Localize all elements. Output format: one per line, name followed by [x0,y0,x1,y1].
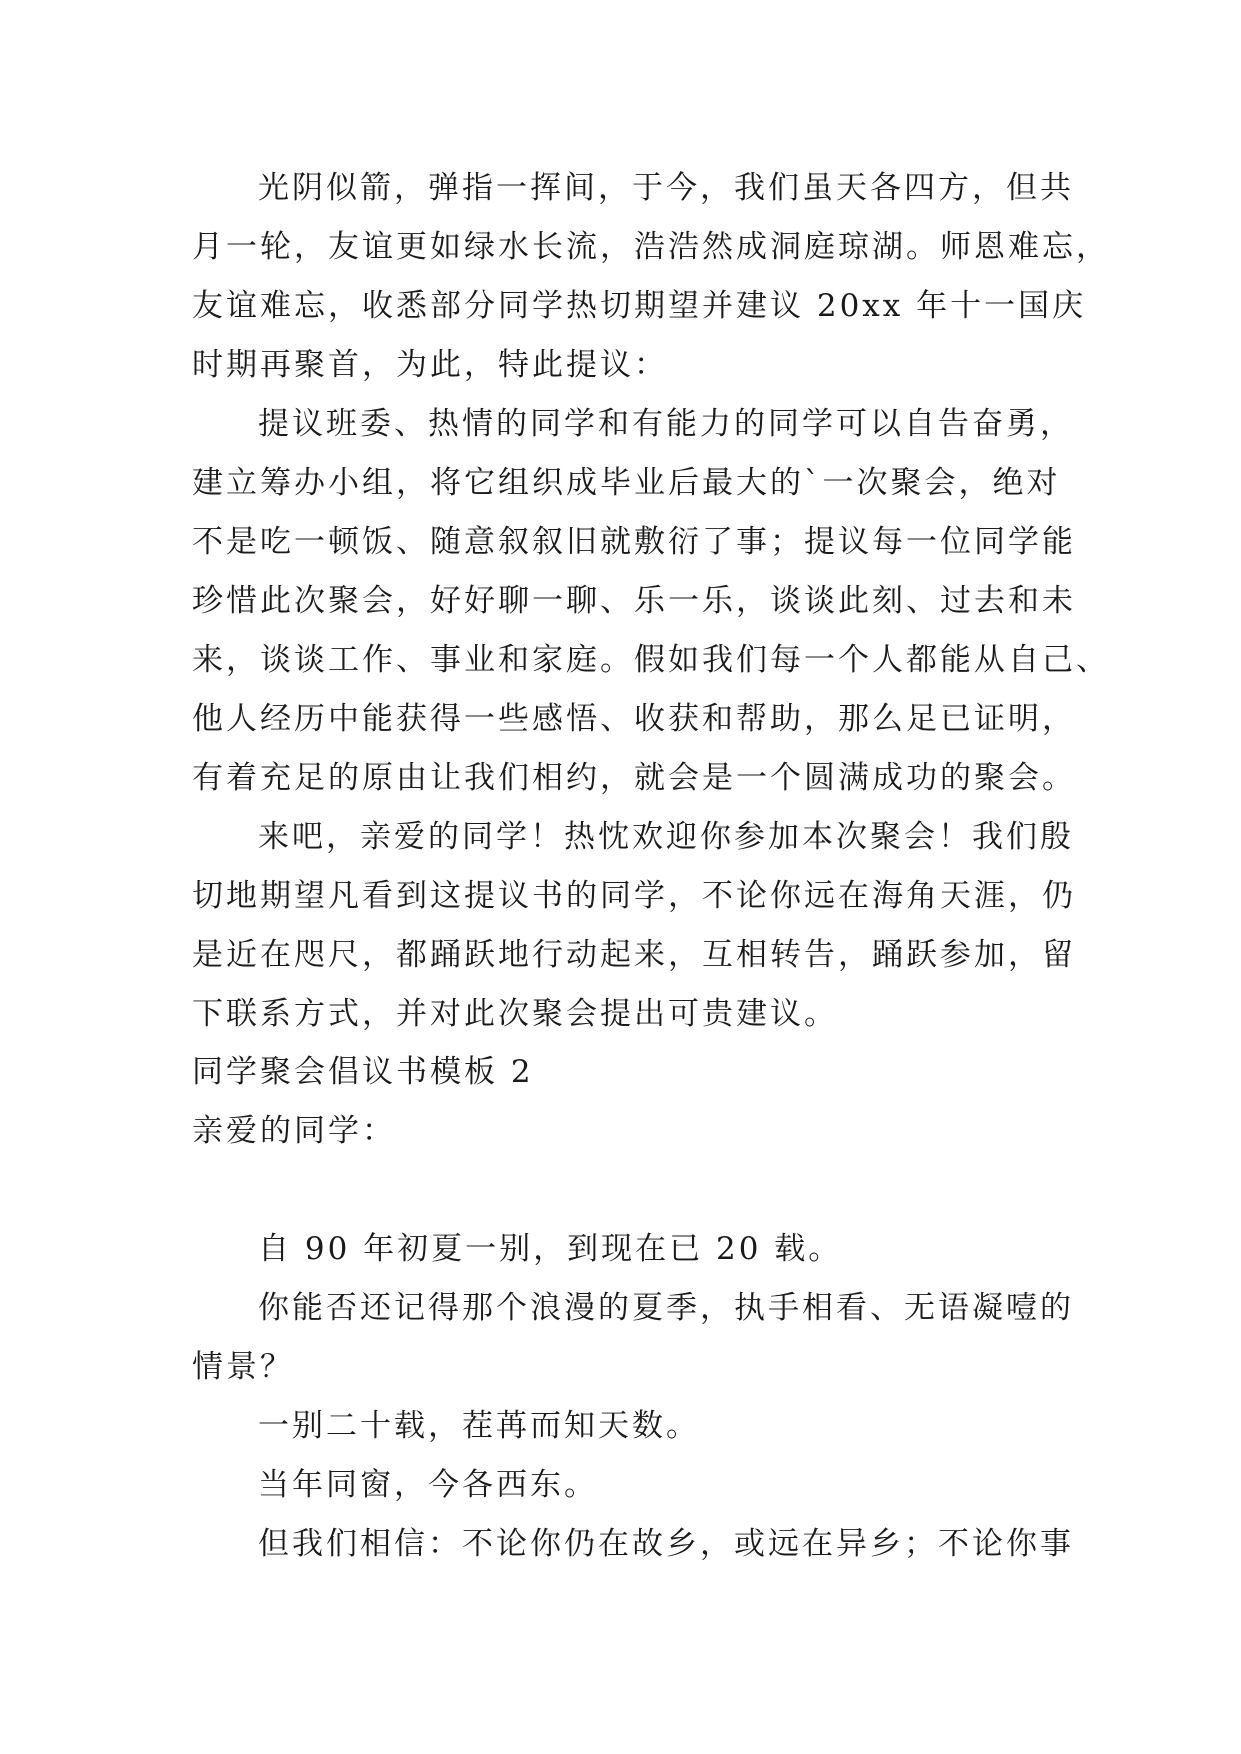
paragraph-line: 下联系方式，并对此次聚会提出可贵建议。 [192,996,838,1032]
paragraph-line: 自 90 年初夏一别，到现在已 20 载。 [258,1231,843,1267]
paragraph-line: 月一轮，友谊更如绿水长流，浩浩然成洞庭琼湖。师恩难忘， [192,229,1110,265]
paragraph-line: 当年同窗，今各西东。 [258,1467,598,1503]
paragraph-line: 来，谈谈工作、事业和家庭。假如我们每一个人都能从自己、 [192,642,1110,678]
paragraph-line: 不是吃一顿饭、随意叙叙旧就敷衍了事；提议每一位同学能 [192,524,1076,560]
paragraph-line: 是近在咫尺，都踊跃地行动起来，互相转告，踊跃参加，留 [192,937,1076,973]
paragraph-line: 但我们相信：不论你仍在故乡，或远在异乡；不论你事 [258,1526,1074,1562]
paragraph-line: 有着充足的原由让我们相约，就会是一个圆满成功的聚会。 [192,760,1076,796]
paragraph-line: 情景？ [192,1349,294,1385]
paragraph-line: 切地期望凡看到这提议书的同学，不论你远在海角天涯，仍 [192,878,1076,914]
paragraph-line: 提议班委、热情的同学和有能力的同学可以自告奋勇， [258,406,1074,442]
paragraph-line: 来吧，亲爱的同学！热忱欢迎你参加本次聚会！我们殷 [258,819,1074,855]
paragraph-line: 建立筹办小组，将它组织成毕业后最大的`一次聚会，绝对 [192,465,1061,501]
paragraph-line: 友谊难忘，收悉部分同学热切期望并建议 20xx 年十一国庆 [192,288,1087,324]
paragraph-line: 时期再聚首，为此，特此提议： [192,347,668,383]
paragraph-line: 他人经历中能获得一些感悟、收获和帮助，那么足已证明， [192,701,1076,737]
salutation: 亲爱的同学： [192,1113,396,1149]
paragraph-line: 你能否还记得那个浪漫的夏季，执手相看、无语凝噎的 [258,1290,1074,1326]
paragraph-line: 珍惜此次聚会，好好聊一聊、乐一乐，谈谈此刻、过去和未 [192,583,1076,619]
paragraph-line: 一别二十载，茬苒而知天数。 [258,1408,700,1444]
section-heading: 同学聚会倡议书模板 2 [192,1054,534,1090]
paragraph-line: 光阴似箭，弹指一挥间，于今，我们虽天各四方，但共 [258,170,1074,206]
